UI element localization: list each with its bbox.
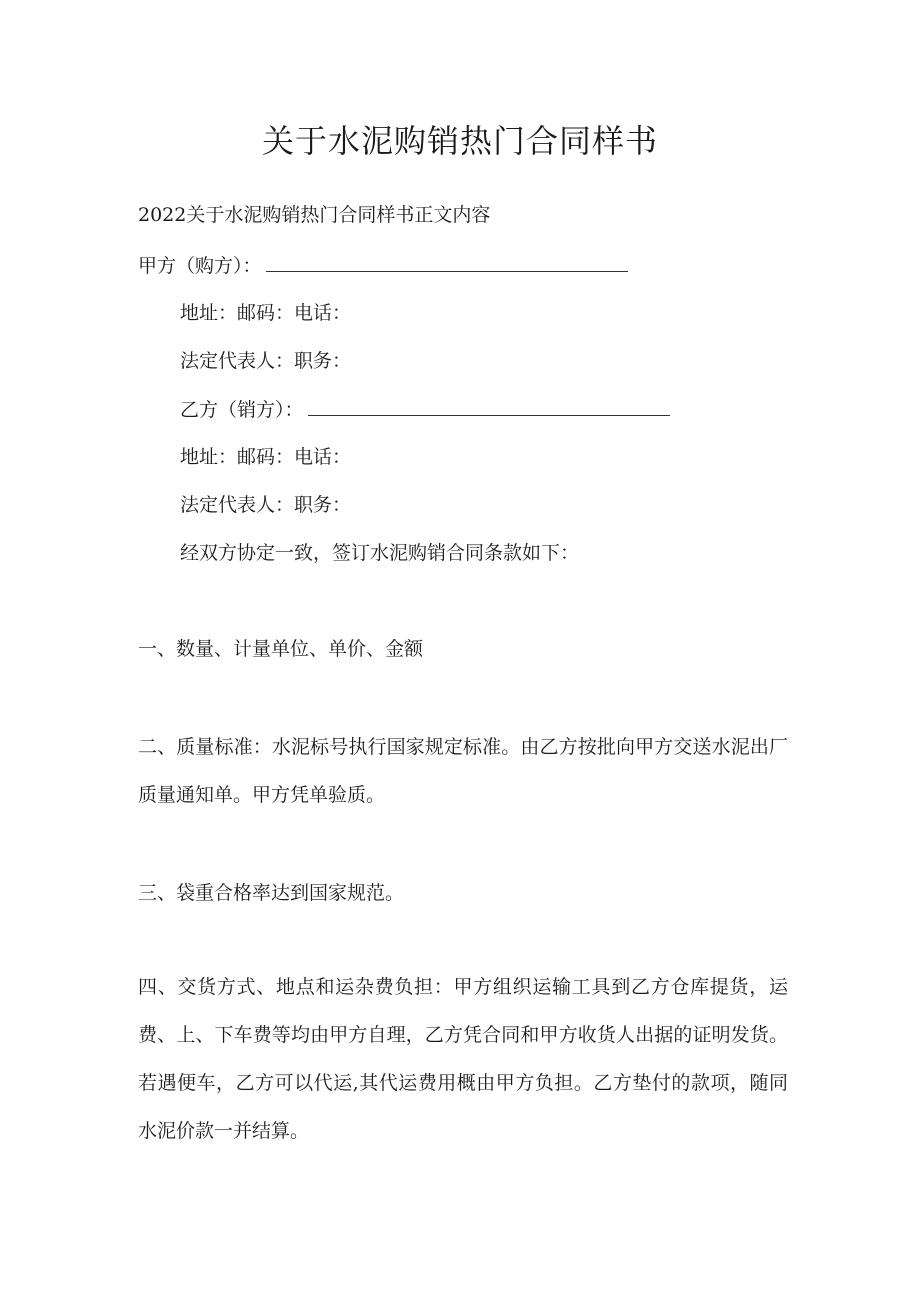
clause-2: 二、质量标准：水泥标号执行国家规定标准。由乙方按批向甲方交送水泥出厂质量通知单。甲方凭单验质。 bbox=[138, 736, 788, 806]
party-a-address-line: 地址：邮码：电话： bbox=[180, 302, 352, 324]
party-b-row bbox=[180, 397, 670, 422]
party-a-rep-line: 法定代表人：职务： bbox=[180, 350, 352, 372]
document-subtitle: 2022关于水泥购销热门合同样书正文内容 bbox=[138, 204, 491, 226]
clause-1: 一、数量、计量单位、单价、金额 bbox=[138, 638, 424, 660]
party-b-label: 乙方（销方）： bbox=[180, 399, 304, 421]
document-title: 关于水泥购销热门合同样书 bbox=[261, 122, 658, 160]
party-a-blank-line bbox=[266, 253, 628, 272]
party-b-blank-line bbox=[308, 397, 670, 416]
party-b-address-line: 地址：邮码：电话： bbox=[180, 446, 352, 468]
clause-4: 四、交货方式、地点和运杂费负担：甲方组织运输工具到乙方仓库提货，运费、上、下车费等均由甲方自理，乙方凭合同和甲方收货人出据的证明发货。若遇便车，乙方可以代运,其代运费用概由甲方负担。乙方垫付的款项，随同水泥价款一并结算。 bbox=[138, 976, 788, 1142]
party-a-row bbox=[138, 253, 628, 278]
clause-3: 三、袋重合格率达到国家规范。 bbox=[138, 882, 405, 904]
agreement-intro: 经双方协定一致，签订水泥购销合同条款如下： bbox=[180, 542, 580, 564]
party-b-rep-line: 法定代表人：职务： bbox=[180, 494, 352, 516]
party-a-label: 甲方（购方）： bbox=[138, 255, 262, 277]
